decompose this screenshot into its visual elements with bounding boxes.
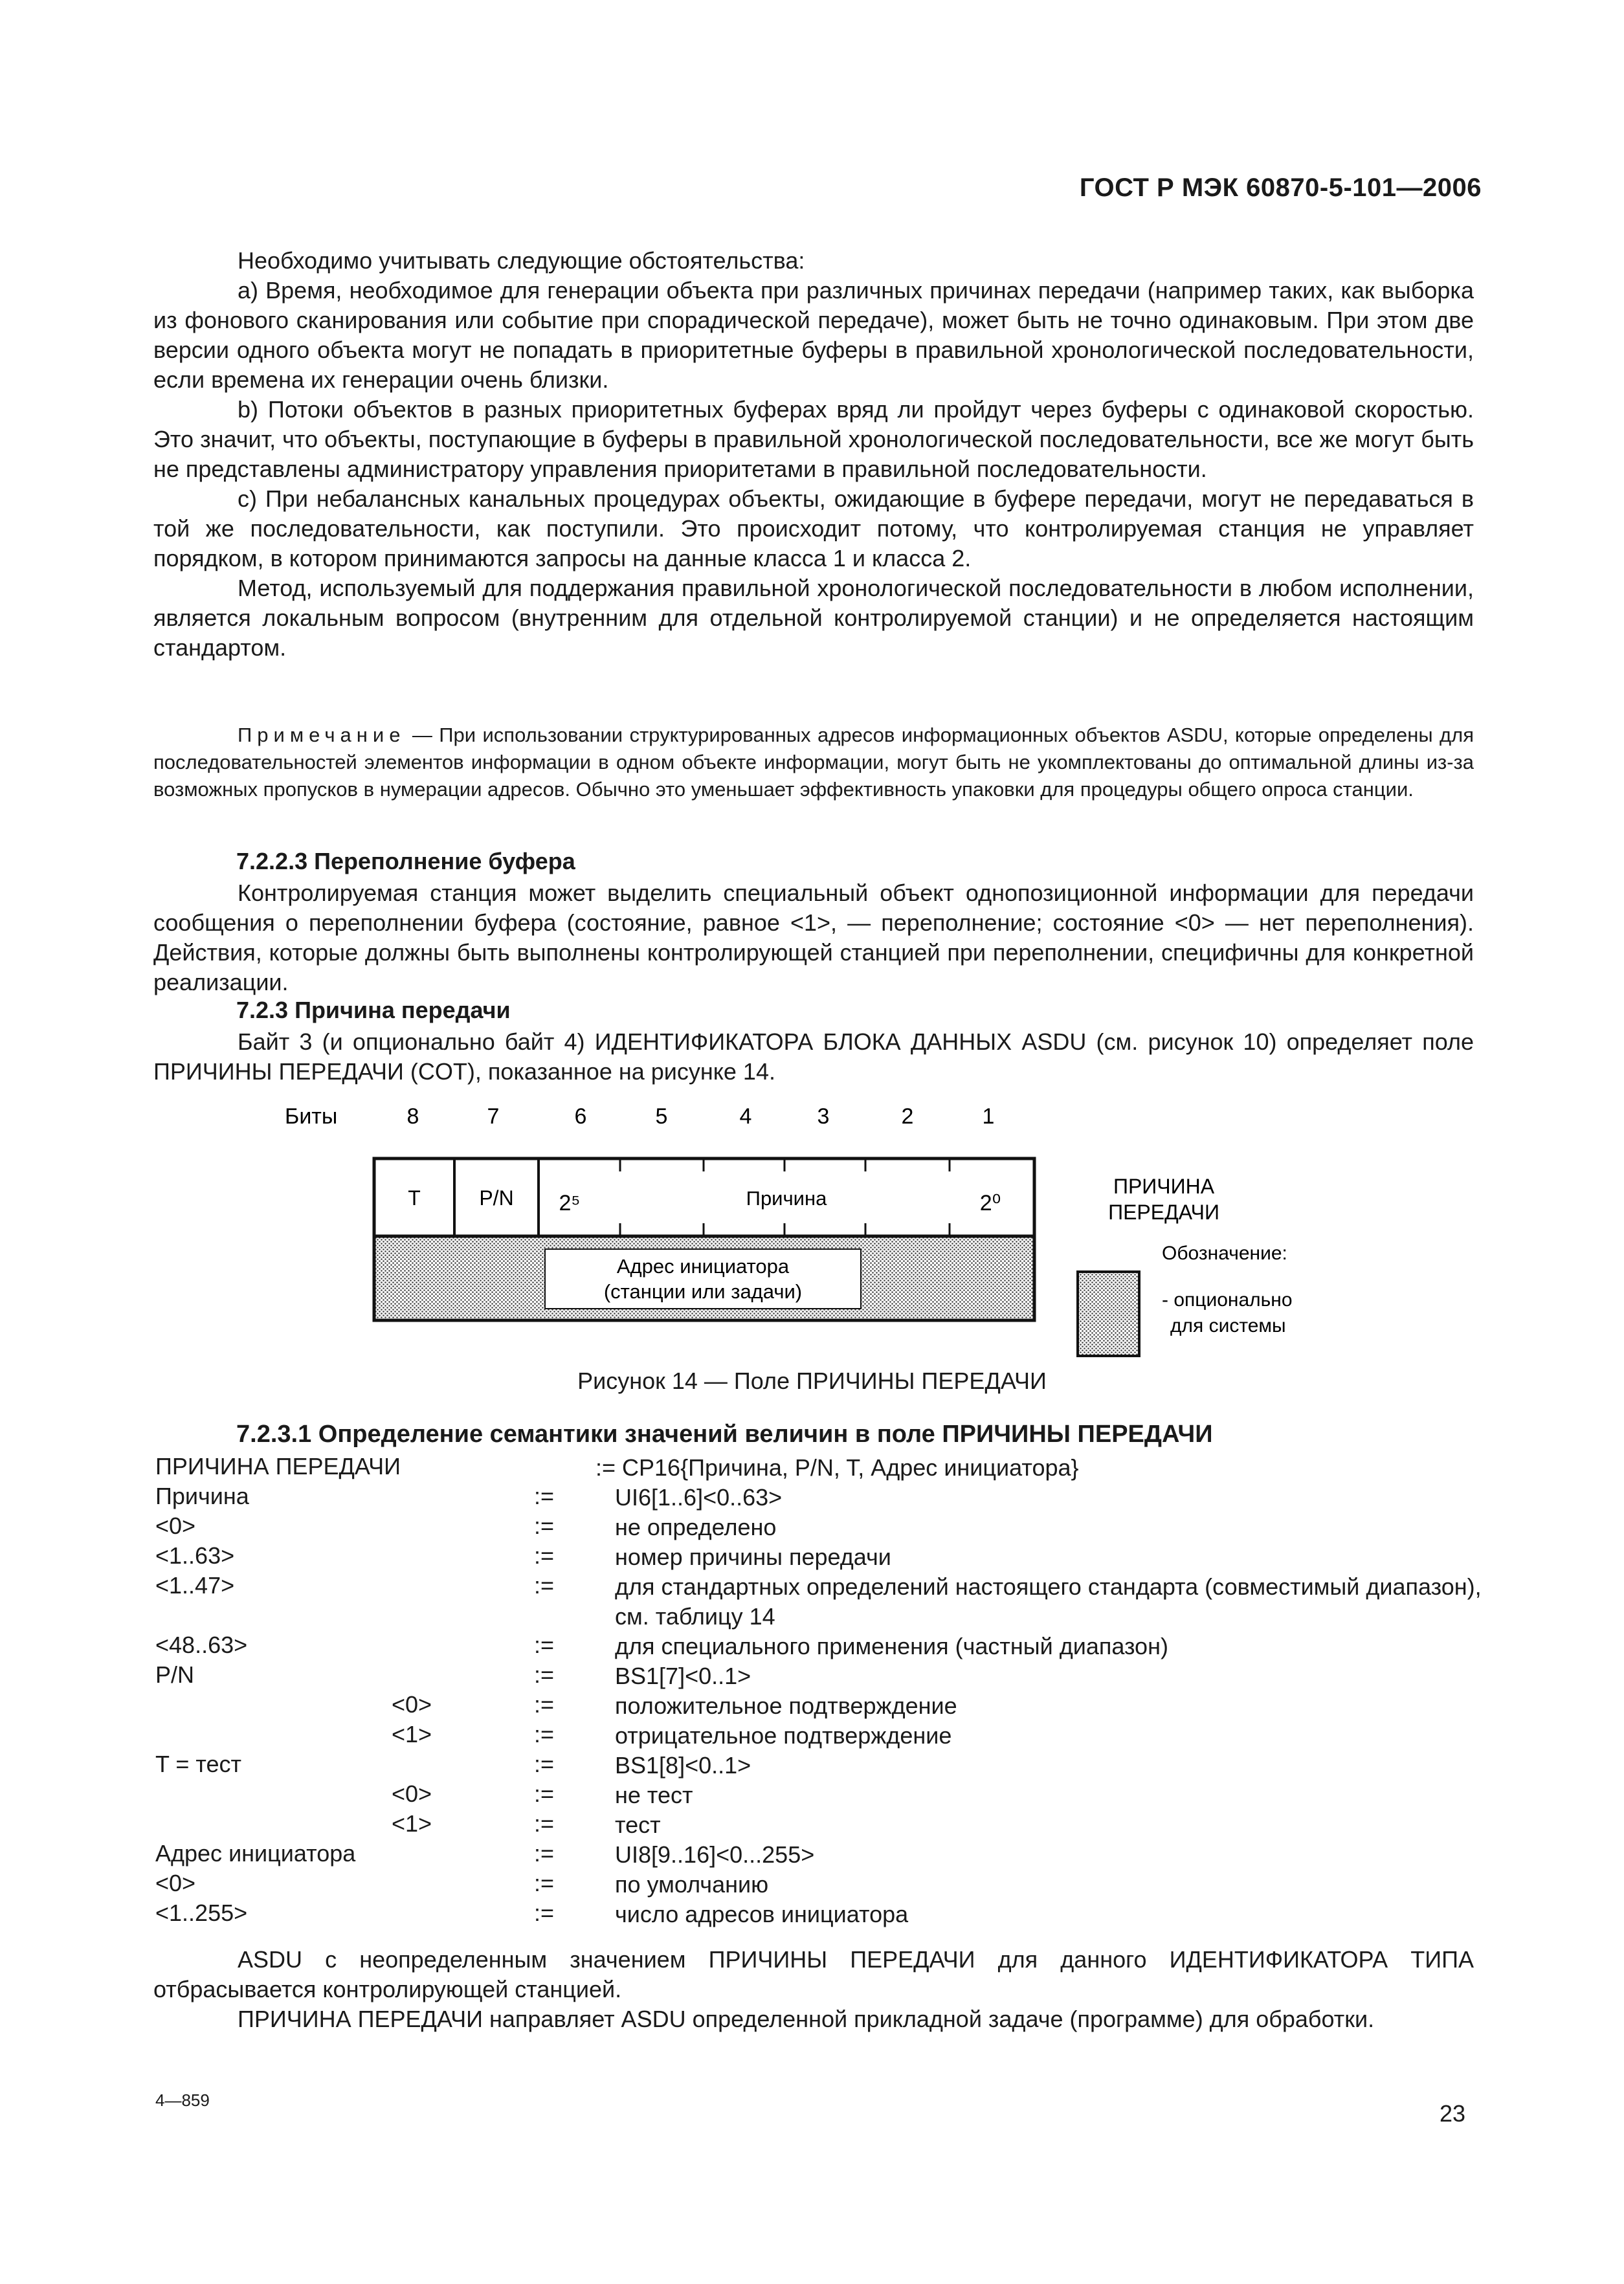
bit-2: 2 bbox=[901, 1104, 914, 1129]
definition-term: <1..63> bbox=[155, 1542, 235, 1569]
definition-term: <1..255> bbox=[155, 1900, 248, 1926]
closing-text bbox=[153, 1945, 1474, 2034]
definition-row bbox=[155, 1453, 1489, 1483]
cell-test-bit: T bbox=[408, 1186, 421, 1210]
section-723-text: Байт 3 (и опционально байт 4) ИДЕНТИФИКАТОРА БЛОКА ДАННЫХ ASDU (см. рисунок 10) определяет поле ПРИЧИНЫ ПЕРЕДАЧИ (COT), показанное на рисунке 14. bbox=[153, 1028, 1474, 1085]
definition-row bbox=[155, 1810, 1489, 1840]
legend-swatch bbox=[1078, 1272, 1139, 1356]
definition-operator: := bbox=[534, 1572, 555, 1599]
definition-term: ПРИЧИНА ПЕРЕДАЧИ bbox=[155, 1453, 401, 1480]
intro-lead: Необходимо учитывать следующие обстоятельства: bbox=[238, 247, 805, 274]
definition-term: Причина bbox=[155, 1483, 249, 1509]
note-label: Примечание bbox=[238, 724, 406, 746]
definition-row bbox=[155, 1900, 1489, 1929]
definition-row bbox=[155, 1780, 1489, 1810]
legend-text-1: - опционально bbox=[1162, 1289, 1293, 1311]
definition-row bbox=[155, 1661, 1489, 1691]
definition-operator: := bbox=[534, 1542, 555, 1569]
definition-row bbox=[155, 1513, 1489, 1542]
definition-operator: := bbox=[534, 1661, 555, 1688]
footer-sheet-number: 4—859 bbox=[155, 2090, 210, 2110]
note-text: — При использовании структурированных адресов информационных объектов ASDU, которые определены для последовательностей элементов информации в одном объекте информации, могут быть не укомплектованы до оптимальной длины из-за возможных пропусков в нумерации адресов. Обычно это уменьшает эффективность упаковки для процедуры общего опроса станции. bbox=[153, 724, 1474, 801]
definition-row bbox=[155, 1721, 1489, 1751]
definition-term: T = тест bbox=[155, 1751, 241, 1777]
definition-value: число адресов инициатора bbox=[615, 1901, 909, 1927]
standard-code-header: ГОСТ Р МЭК 60870-5-101—2006 bbox=[1079, 173, 1482, 202]
side-label-line1: ПРИЧИНА bbox=[1113, 1175, 1215, 1198]
closing-paragraph-2: ПРИЧИНА ПЕРЕДАЧИ направляет ASDU определенной прикладной задаче (программе) для обработки. bbox=[238, 2006, 1375, 2032]
definition-term: <1> bbox=[392, 1721, 432, 1747]
definition-operator: := bbox=[534, 1513, 555, 1539]
definition-term: P/N bbox=[155, 1661, 195, 1688]
definition-row bbox=[155, 1632, 1489, 1661]
section-7231-title: 7.2.3.1 Определение семантики значений величин в поле ПРИЧИНЫ ПЕРЕДАЧИ bbox=[236, 1421, 1213, 1448]
definition-row bbox=[155, 1572, 1489, 1630]
definition-operator: := bbox=[534, 1483, 555, 1509]
definition-value: UI8[9..16]<0...255> bbox=[615, 1841, 815, 1868]
definition-value: по умолчанию bbox=[615, 1871, 769, 1898]
bit-8: 8 bbox=[406, 1104, 419, 1129]
definition-row bbox=[155, 1542, 1489, 1572]
definition-operator: := bbox=[534, 1870, 555, 1896]
definition-value: отрицательное подтверждение bbox=[615, 1722, 952, 1749]
definition-row bbox=[155, 1483, 1489, 1513]
page-number: 23 bbox=[1439, 2100, 1465, 2127]
definition-value: BS1[8]<0..1> bbox=[615, 1752, 751, 1779]
definition-value: номер причины передачи bbox=[615, 1544, 891, 1570]
definition-row bbox=[155, 1751, 1489, 1780]
bit-6: 6 bbox=[574, 1104, 587, 1129]
definition-value: не тест bbox=[615, 1782, 693, 1808]
definition-term: <0> bbox=[155, 1513, 196, 1539]
bit-7: 7 bbox=[487, 1104, 500, 1129]
bit-5: 5 bbox=[655, 1104, 668, 1129]
originator-label-1: Адрес инициатора bbox=[616, 1255, 790, 1278]
legend-text-2: для системы bbox=[1170, 1315, 1286, 1336]
definition-term: <0> bbox=[155, 1870, 196, 1896]
definition-operator: := bbox=[534, 1900, 555, 1926]
intro-item-c: с) При небалансных канальных процедурах объекты, ожидающие в буфере передачи, могут не передаваться в той же последовательности, как поступили. Это происходит потому, что контролируемая станция не управляет порядком, в котором принимаются запросы на данные класса 1 и класса 2. bbox=[153, 485, 1474, 571]
definition-term: Адрес инициатора bbox=[155, 1840, 356, 1867]
figure-caption: Рисунок 14 — Поле ПРИЧИНЫ ПЕРЕДАЧИ bbox=[577, 1368, 1047, 1394]
definition-operator: := bbox=[534, 1632, 555, 1658]
definition-operator: := bbox=[534, 1840, 555, 1867]
definition-value: тест bbox=[615, 1812, 661, 1838]
definition-term: <48..63> bbox=[155, 1632, 248, 1658]
section-723-title: 7.2.3 Причина передачи bbox=[236, 997, 511, 1023]
cell-pn-bit: P/N bbox=[479, 1186, 514, 1210]
definition-term: <0> bbox=[392, 1780, 432, 1807]
definition-value: для стандартных определений настоящего стандарта (совместимый диапазон), см. таблицу 14 bbox=[615, 1573, 1482, 1630]
originator-label-2: (станции или задачи) bbox=[603, 1280, 803, 1303]
section-7223-title: 7.2.2.3 Переполнение буфера bbox=[236, 848, 575, 874]
cell-cause: Причина bbox=[746, 1187, 827, 1210]
definition-operator: := bbox=[534, 1751, 555, 1777]
intro-item-a: а) Время, необходимое для генерации объекта при различных причинах передачи (например таких, как выборка из фонового сканирования или событие при спорадической передаче), может быть не точно одинаковым. При этом две версии одного объекта могут не попадать в приоритетные буферы в правильной хронологической последовательности, если времена их генерации очень близки. bbox=[153, 277, 1474, 393]
legend-title: Обозначение: bbox=[1162, 1243, 1287, 1264]
definition-operator: := bbox=[534, 1691, 555, 1718]
bit-4: 4 bbox=[739, 1104, 752, 1129]
intro-item-b: b) Потоки объектов в разных приоритетных буферах вряд ли пройдут через буферы с одинаковой скоростью. Это значит, что объекты, поступающие в буферы в правильной хронологической последовательности, все же могут быть не представлены администратору управления приоритетами в правильной последовательности. bbox=[153, 396, 1474, 482]
definition-row bbox=[155, 1870, 1489, 1900]
closing-paragraph-1: ASDU с неопределенным значением ПРИЧИНЫ ПЕРЕДАЧИ для данного ИДЕНТИФИКАТОРА ТИПА отбрасывается контролирующей станцией. bbox=[153, 1946, 1474, 2002]
definition-value: не определено bbox=[615, 1514, 777, 1540]
definition-term: <1> bbox=[392, 1810, 432, 1837]
definition-value: для специального применения (частный диапазон) bbox=[615, 1633, 1168, 1659]
side-label-line2: ПЕРЕДАЧИ bbox=[1108, 1201, 1219, 1224]
definition-row bbox=[155, 1840, 1489, 1870]
definition-value: положительное подтверждение bbox=[615, 1692, 957, 1719]
definition-value: := CP16{Причина, P/N, T, Адрес инициатора} bbox=[595, 1454, 1079, 1481]
definition-operator: := bbox=[534, 1810, 555, 1837]
definition-value: BS1[7]<0..1> bbox=[615, 1663, 751, 1689]
definition-term: <0> bbox=[392, 1691, 432, 1718]
definition-term: <1..47> bbox=[155, 1572, 235, 1599]
cell-msb: 2⁵ bbox=[559, 1191, 581, 1215]
section-7223-text: Контролируемая станция может выделить специальный объект однопозиционной информации для передачи сообщения о переполнении буфера (состояние, равное <1>, — переполнение; состояние <0> — нет переполнения). Действия, которые должны быть выполнены контролирующей станцией при переполнении, специфичны для конкретной реализации. bbox=[153, 880, 1474, 995]
bits-label: Биты bbox=[285, 1104, 338, 1129]
bit-1: 1 bbox=[982, 1104, 995, 1129]
bit-3: 3 bbox=[817, 1104, 830, 1129]
definition-value: UI6[1..6]<0..63> bbox=[615, 1484, 783, 1511]
definition-operator: := bbox=[534, 1721, 555, 1747]
definition-row bbox=[155, 1691, 1489, 1721]
definition-operator: := bbox=[534, 1780, 555, 1807]
intro-method: Метод, используемый для поддержания правильной хронологической последовательности в любом исполнении, является локальным вопросом (внутренним для отдельной контролируемой станции) и не определяется настоящим стандартом. bbox=[153, 575, 1474, 661]
cell-lsb: 2⁰ bbox=[979, 1191, 1001, 1215]
